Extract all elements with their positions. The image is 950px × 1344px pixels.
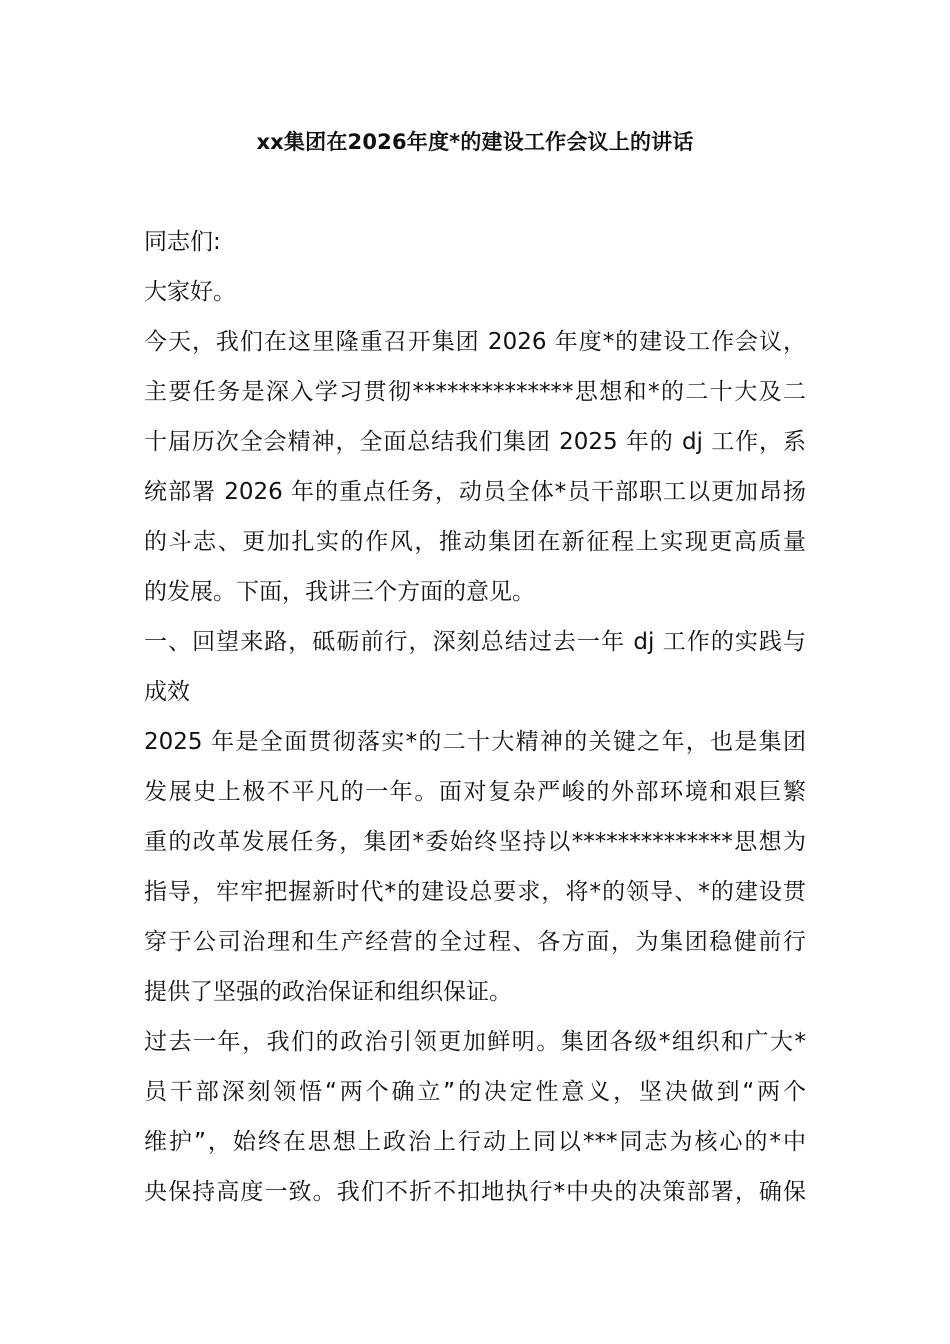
text-line: 发展史上极不平凡的一年。面对复杂严峻的外部环境和艰巨繁 bbox=[144, 779, 806, 805]
text-line: 的发展。下面，我讲三个方面的意见。 bbox=[144, 579, 535, 605]
text-line: 过去一年，我们的政治引领更加鲜明。集团各级*组织和广大* bbox=[144, 1029, 806, 1055]
text-line: 提供了坚强的政治保证和组织保证。 bbox=[144, 979, 512, 1005]
text-line: 央保持高度一致。我们不折不扣地执行*中央的决策部署，确保 bbox=[144, 1179, 806, 1205]
text-line: 主要任务是深入学习贯彻**************思想和*的二十大及二 bbox=[144, 379, 806, 405]
text-line: 同志们: bbox=[144, 229, 221, 255]
text-line: 维护”，始终在思想上政治上行动上同以***同志为核心的*中 bbox=[144, 1129, 806, 1155]
text-line: 穿于公司治理和生产经营的全过程、各方面，为集团稳健前行 bbox=[144, 929, 806, 955]
text-line: 十届历次全会精神，全面总结我们集团 2025 年的 dj 工作，系 bbox=[144, 429, 806, 455]
text-line: 重的改革发展任务，集团*委始终坚持以**************思想为 bbox=[144, 829, 806, 855]
text-line: 2025 年是全面贯彻落实*的二十大精神的关键之年，也是集团 bbox=[144, 729, 806, 755]
text-line: 一、回望来路，砥砺前行，深刻总结过去一年 dj 工作的实践与 bbox=[144, 629, 806, 655]
document-body bbox=[144, 222, 806, 1222]
text-line: 成效 bbox=[144, 679, 190, 705]
text-line: 指导，牢牢把握新时代*的建设总要求，将*的领导、*的建设贯 bbox=[144, 879, 806, 905]
document-title: xx集团在2026年度*的建设工作会议上的讲话 bbox=[256, 130, 694, 154]
text-line: 大家好。 bbox=[144, 279, 236, 305]
text-line: 今天，我们在这里隆重召开集团 2026 年度*的建设工作会议， bbox=[144, 329, 806, 355]
text-line: 的斗志、更加扎实的作风，推动集团在新征程上实现更高质量 bbox=[144, 529, 806, 555]
text-line: 员干部深刻领悟“两个确立”的决定性意义，坚决做到“两个 bbox=[144, 1079, 806, 1105]
text-line: 统部署 2026 年的重点任务，动员全体*员干部职工以更加昂扬 bbox=[144, 479, 806, 505]
